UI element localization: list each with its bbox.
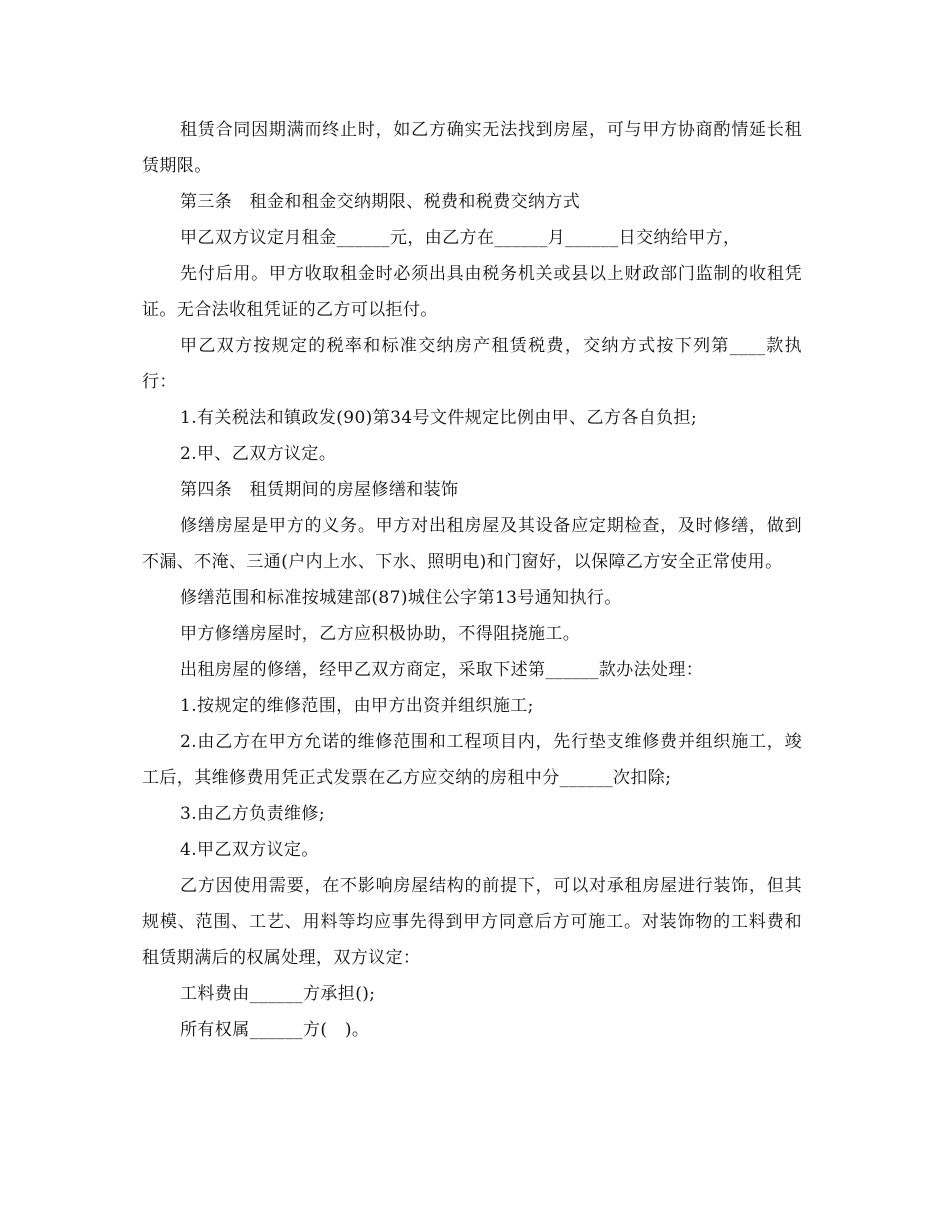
tax-option-2: 2.甲、乙双方议定。 — [180, 444, 337, 464]
repair-option-3: 3.由乙方负责维修; — [180, 804, 325, 824]
document-page — [142, 112, 802, 1048]
paragraph-repair-scope: 修缮范围和标准按城建部(87)城住公字第13号通知执行。 — [180, 588, 622, 608]
paragraph-decoration: 乙方因使用需要，在不影响房屋结构的前提下，可以对承租房屋进行装饰，但其规模、范围、工艺、用料等均应事先得到甲方同意后方可施工。对装饰物的工料费和租赁期满后的权属处理，双方议定： — [142, 876, 802, 968]
repair-option-4: 4.甲乙双方议定。 — [180, 840, 319, 860]
paragraph-repair-duty: 修缮房屋是甲方的义务。甲方对出租房屋及其设备应定期检查，及时修缮，做到不漏、不淹、三通(户内上水、下水、照明电)和门窗好，以保障乙方安全正常使用。 — [142, 516, 802, 572]
article-three-heading: 第三条 租金和租金交纳期限、税费和税费交纳方式 — [180, 192, 581, 212]
repair-option-1: 1.按规定的维修范围，由甲方出资并组织施工; — [180, 696, 534, 716]
paragraph-tax-payment: 甲乙双方按规定的税率和标准交纳房产租赁税费，交纳方式按下列第____款执行： — [142, 336, 802, 392]
paragraph-material-cost: 工料费由______方承担(); — [180, 984, 376, 1004]
paragraph-monthly-rent: 甲乙双方议定月租金______元，由乙方在______月______日交纳给甲方， — [180, 228, 741, 248]
paragraph-repair-cooperation: 甲方修缮房屋时，乙方应积极协助，不得阻挠施工。 — [180, 624, 581, 644]
paragraph-repair-method: 出租房屋的修缮，经甲乙双方商定，采取下述第______款办法处理： — [180, 660, 704, 680]
tax-option-1: 1.有关税法和镇政发(90)第34号文件规定比例由甲、乙方各自负担; — [180, 408, 698, 428]
paragraph-ownership: 所有权属______方( )。 — [180, 1020, 370, 1040]
paragraph-rent-receipt: 先付后用。甲方收取租金时必须出具由税务机关或县以上财政部门监制的收租凭证。无合法收租凭证的乙方可以拒付。 — [142, 264, 802, 320]
repair-option-2: 2.由乙方在甲方允诺的维修范围和工程项目内，先行垫支维修费并组织施工，竣工后，其维修费用凭正式发票在乙方应交纳的房租中分______次扣除; — [142, 732, 802, 788]
article-four-heading: 第四条 租赁期间的房屋修缮和装饰 — [180, 480, 459, 500]
paragraph-lease-extension: 租赁合同因期满而终止时，如乙方确实无法找到房屋，可与甲方协商酌情延长租赁期限。 — [142, 120, 802, 176]
